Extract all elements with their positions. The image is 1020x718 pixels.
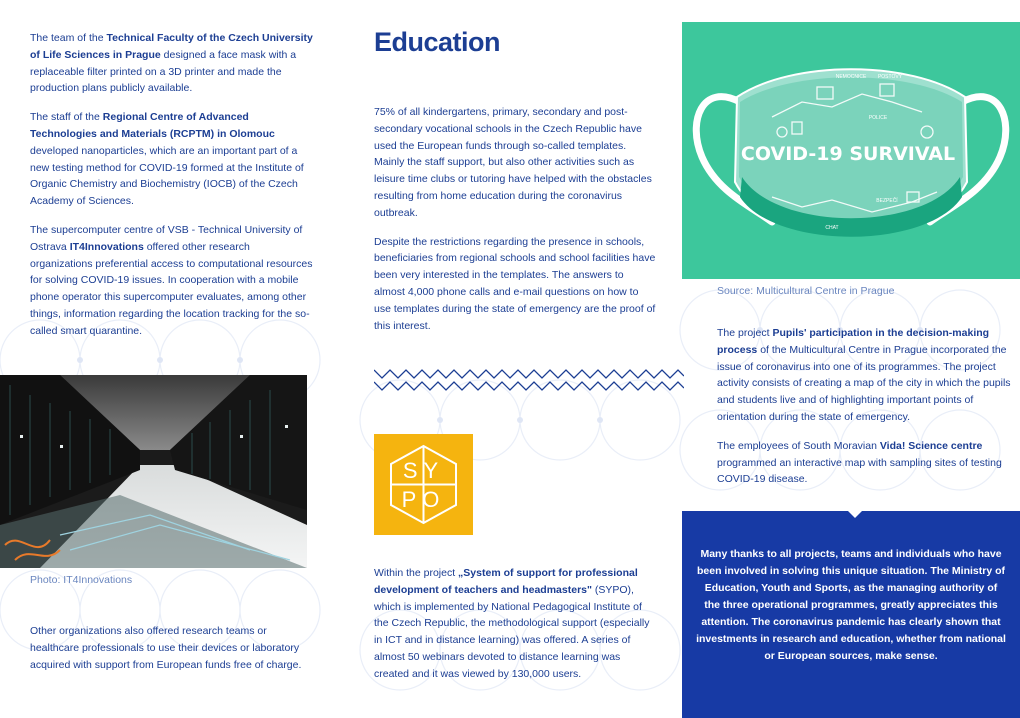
sypo-logo-line2: PO <box>401 487 446 512</box>
thanks-box <box>682 511 1020 718</box>
mask-label-hospital: NEMOCNICE <box>835 74 867 80</box>
sypo-logo <box>374 434 473 535</box>
paragraph-sypo: Within the project „System of support for professional development of teachers and headmasters" (SYPO), which is implemented by National Pedagogical Institute of the Czech Republic, the methodological support (especially in ICT and in distance learning) was offered. A series of almost 50 webinars devoted to distance learning was created and it was viewed by 130,000 users. <box>374 567 650 680</box>
mask-label-chat: CHAT <box>825 225 839 231</box>
mask-label-safety: BEZPEČÍ <box>876 198 898 204</box>
paragraph-pupils-participation: The project Pupils' participation in the decision-making process of the Multicultural Centre in Prague incorporated the issue of coronavirus into one of its programmes. The project activity consists of creating a map of the city in which the pupils and students live and of highlighting important points of orientation during the state of emergency. <box>717 327 1011 423</box>
paragraph-other-organizations: Other organizations also offered research teams or healthcare professionals to use their devices or laboratory acquired with support from European funds free of charge. <box>30 625 302 671</box>
column-1-text <box>30 30 315 352</box>
paragraph-czech-university: The team of the Technical Faculty of the Czech University of Life Sciences in Prague designed a face mask with a replaceable filter printed on a 3D printer and made the production plans publicly available. <box>30 32 313 95</box>
column-2-bottom <box>374 565 656 683</box>
covid-mask-illustration <box>682 22 1020 279</box>
column-3-text <box>717 325 1013 500</box>
photo-caption: Photo: IT4Innovations <box>30 574 133 586</box>
thanks-box-notch <box>847 510 863 518</box>
paragraph-vida-science: The employees of South Moravian Vida! Science centre programmed an interactive map with sampling sites of testing COVID-19 disease. <box>717 439 1002 486</box>
paragraph-templates: 75% of all kindergartens, primary, secondary and post-secondary vocational schools in the Czech Republic have used the European funds through so-called templates. Mainly the staff support, but also other activities such as leisure time clubs or tutoring have helped with the obstacles resulting from home education during the coronavirus outbreak. <box>374 106 652 219</box>
paragraph-rcptm: The staff of the Regional Centre of Advanced Technologies and Materials (RCPTM) in Olomouc developed nanoparticles, which are an important part of a new testing method for COVID-19 formed at the Institute of Organic Chemistry and Biochemistry (IOCB) of the Czech Academy of Sciences. <box>30 111 304 208</box>
mask-label-police: POLICE <box>868 115 888 121</box>
zigzag-divider <box>374 366 684 398</box>
mask-title: COVID-19 SURVIVAL <box>740 143 956 165</box>
column-1-bottom <box>30 623 315 673</box>
thanks-text: Many thanks to all projects, teams and individuals who have been involved in solving this unique situation. The Ministry of Education, Youth and Sports, as the managing authority of the three operational programmes, greatly appreciates this attention. The coronavirus pandemic has clearly shown that investments in research and education, whether from national or European sources, make sense. <box>696 548 1006 662</box>
paragraph-restrictions: Despite the restrictions regarding the presence in schools, beneficiaries from regional schools and school facilities have been very interested in the templates. The answers to almost 4,000 phone calls and e-mail questions on how to use templates during the state of emergency are the proof of this interest. <box>374 235 656 332</box>
column-2-text <box>374 104 656 346</box>
supercomputer-photo <box>0 375 307 568</box>
sypo-logo-line1: SY <box>402 458 445 483</box>
mask-source-caption: Source: Multicultural Centre in Prague <box>717 285 895 297</box>
paragraph-it4innovations: The supercomputer centre of VSB - Technical University of Ostrava IT4Innovations offered other research organizations preferential access to computational resources for solving COVID-19 issues. In cooperation with a mobile phone operator this supercomputer evaluates, among other things, information regarding the location tracking for the so-called smart quarantine. <box>30 223 313 337</box>
education-heading: Education <box>374 27 501 57</box>
mask-label-post: POSTOVY <box>877 74 903 80</box>
